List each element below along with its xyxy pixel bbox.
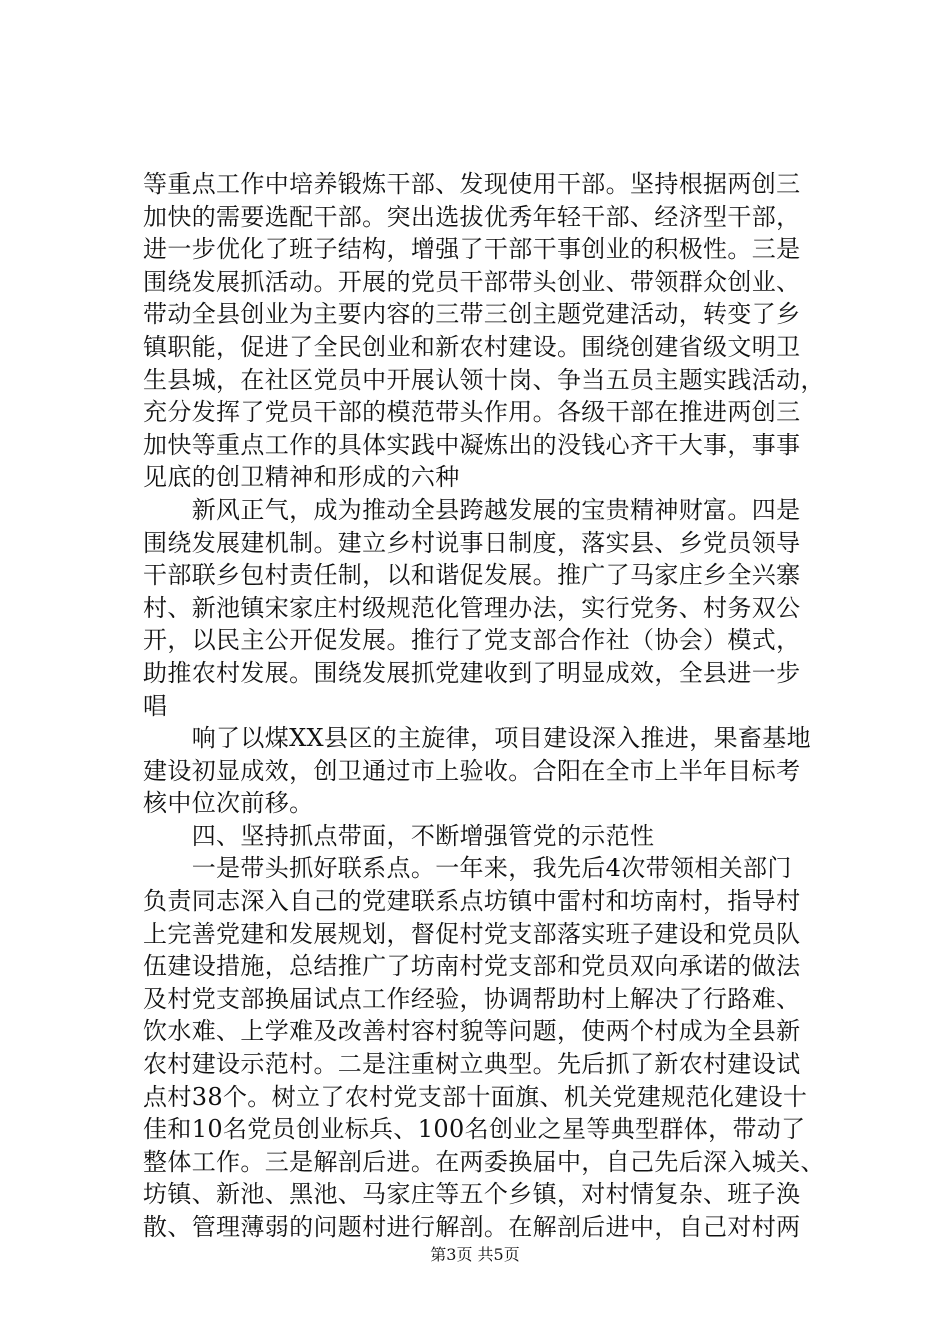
text-line: 围绕发展抓活动。开展的党员干部带头创业、带领群众创业、 <box>143 267 801 296</box>
text-line: 坊镇、新池、黑池、马家庄等五个乡镇，对村情复杂、班子涣 <box>143 1180 801 1209</box>
text-line: 镇职能，促进了全民创业和新农村建设。围绕创建省级文明卫 <box>143 332 801 361</box>
text-line: 等重点工作中培养锻炼干部、发现使用干部。坚持根据两创三 <box>143 170 801 198</box>
text-line: 佳和10名党员创业标兵、100名创业之星等典型群体，带动了 <box>143 1115 806 1144</box>
text-line: 及村党支部换届试点工作经验，协调帮助村上解决了行路难、 <box>143 984 801 1013</box>
text-line: 整体工作。三是解剖后进。在两委换届中，自己先后深入城关、 <box>143 1147 825 1176</box>
text-line: 干部联乡包村责任制，以和谐促发展。推广了马家庄乡全兴寨 <box>143 561 801 590</box>
text-line: 村、新池镇宋家庄村级规范化管理办法，实行党务、村务双公 <box>143 593 801 622</box>
section-heading: 四、坚持抓点带面，不断增强管党的示范性 <box>143 821 655 850</box>
text-line: 点村38个。树立了农村党支部十面旗、机关党建规范化建设十 <box>143 1082 808 1111</box>
body-text <box>143 168 829 1244</box>
text-line: 加快等重点工作的具体实践中凝炼出的没钱心齐干大事，事事 <box>143 430 801 459</box>
text-line: 饮水难、上学难及改善村容村貌等问题，使两个村成为全县新 <box>143 1017 801 1046</box>
text-line: 负责同志深入自己的党建联系点坊镇中雷村和坊南村，指导村 <box>143 887 801 916</box>
page-number-footer: 第3页 共5页 <box>430 1245 520 1264</box>
text-line: 响了以煤XX县区的主旋律，项目建设深入推进，果畜基地 <box>143 724 811 753</box>
text-line: 带动全县创业为主要内容的三带三创主题党建活动，转变了乡 <box>143 300 801 329</box>
text-line: 散、管理薄弱的问题村进行解剖。在解剖后进中，自己对村两 <box>143 1213 801 1241</box>
text-line: 农村建设示范村。二是注重树立典型。先后抓了新农村建设试 <box>143 1050 801 1079</box>
text-line: 开，以民主公开促发展。推行了党支部合作社（协会）模式， <box>143 626 801 655</box>
text-line: 助推农村发展。围绕发展抓党建收到了明显成效，全县进一步 <box>143 658 801 687</box>
text-line: 核中位次前移。 <box>143 789 314 818</box>
text-line: 见底的创卫精神和形成的六种 <box>143 463 460 492</box>
text-line: 一是带头抓好联系点。一年来，我先后4次带领相关部门 <box>143 854 792 883</box>
text-line: 进一步优化了班子结构，增强了干部干事创业的积极性。三是 <box>143 235 801 264</box>
text-line: 伍建设措施，总结推广了坊南村党支部和党员双向承诺的做法 <box>143 952 801 981</box>
text-line: 建设初显成效，创卫通过市上验收。合阳在全市上半年目标考 <box>143 756 801 785</box>
text-line: 充分发挥了党员干部的模范带头作用。各级干部在推进两创三 <box>143 398 801 427</box>
text-line: 新风正气，成为推动全县跨越发展的宝贵精神财富。四是 <box>143 495 801 524</box>
text-line: 生县城，在社区党员中开展认领十岗、争当五员主题实践活动， <box>143 365 825 394</box>
text-line: 加快的需要选配干部。突出选拔优秀年轻干部、经济型干部， <box>143 202 801 231</box>
text-line: 围绕发展建机制。建立乡村说事日制度，落实县、乡党员领导 <box>143 528 801 557</box>
text-line: 唱 <box>143 691 168 720</box>
text-line: 上完善党建和发展规划，督促村党支部落实班子建设和党员队 <box>143 919 801 948</box>
